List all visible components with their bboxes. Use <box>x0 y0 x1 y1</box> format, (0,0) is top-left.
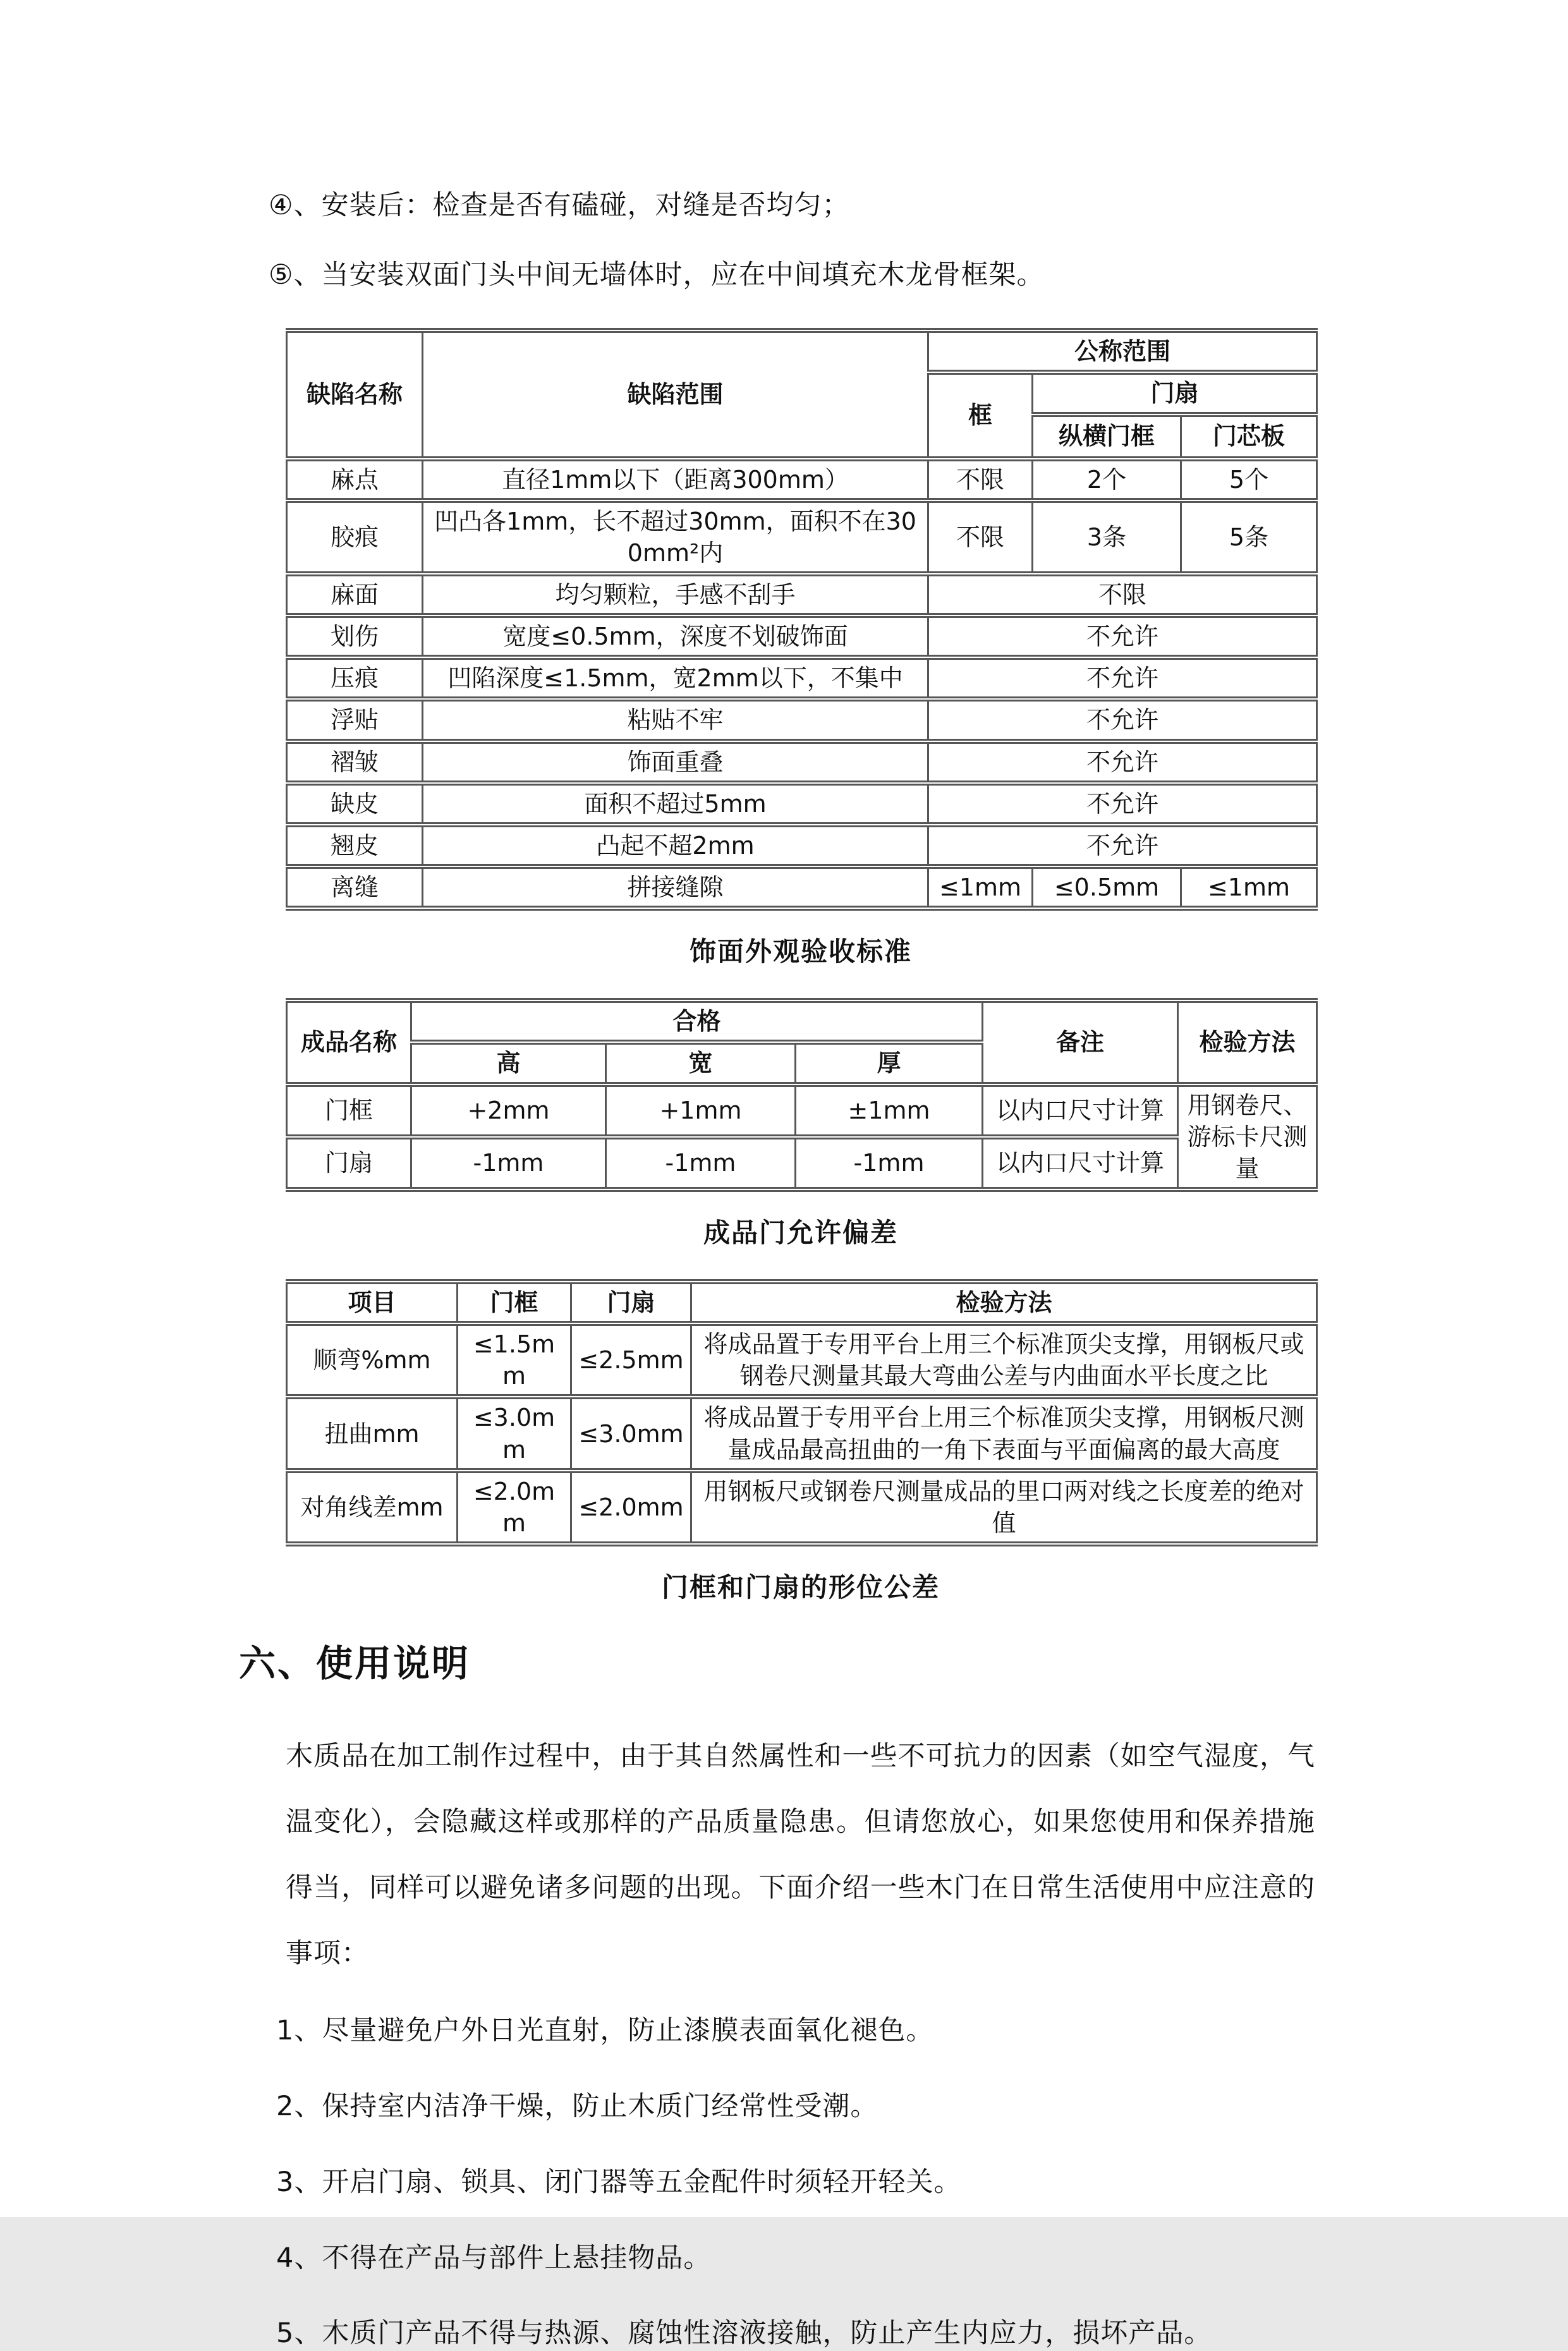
table-cell: 不允许 <box>928 657 1317 699</box>
table-header-cell: 宽 <box>606 1042 796 1084</box>
table-cell: 5条 <box>1181 501 1317 574</box>
table-cell: 将成品置于专用平台上用三个标准顶尖支撑，用钢板尺测量成品最高扭曲的一角下表面与平面偏离的最大高度 <box>691 1397 1317 1470</box>
table-row <box>287 1084 1317 1137</box>
install-step-4: ④、安装后：检查是否有磕碰，对缝是否均匀； <box>269 190 850 221</box>
table-caption: 门框和门扇的形位公差 <box>661 1572 940 1603</box>
table-cell: 翘皮 <box>287 825 423 866</box>
table-cell: 褶皱 <box>287 741 423 783</box>
table-row <box>287 1323 1317 1397</box>
table-cell: ≤2.0mm <box>458 1471 571 1544</box>
table-row <box>287 1471 1317 1544</box>
table-row <box>287 574 1317 616</box>
table-cell: 划伤 <box>287 616 423 657</box>
table-header-cell: 门扇 <box>1033 372 1317 414</box>
usage-item-5: 5、木质门产品不得与热源、腐蚀性溶液接触，防止产生内应力，损坏产品。 <box>276 2318 1212 2350</box>
table-cell: 扭曲mm <box>287 1397 458 1470</box>
table-header-cell: 缺陷名称 <box>287 331 423 458</box>
table-header-cell: 公称范围 <box>928 331 1317 372</box>
table-cell: 以内口尺寸计算 <box>983 1137 1178 1189</box>
table-cell: 均匀颗粒，手感不刮手 <box>423 574 928 616</box>
table-cell: 3条 <box>1033 501 1181 574</box>
table-row <box>287 699 1317 741</box>
table-row <box>287 331 1317 372</box>
table-cell: 凹陷深度≤1.5mm，宽2mm以下，不集中 <box>423 657 928 699</box>
table-header-cell: 门扇 <box>571 1282 691 1323</box>
table-row <box>287 741 1317 783</box>
table-cell: 不限 <box>928 501 1033 574</box>
table-caption: 饰面外观验收标准 <box>689 936 912 968</box>
table-cell: 麻点 <box>287 459 423 501</box>
table-cell: ≤1.5mm <box>458 1323 571 1397</box>
table-cell: ±1mm <box>796 1084 983 1137</box>
table-cell: 门扇 <box>287 1137 411 1189</box>
table-cell: 不允许 <box>928 825 1317 866</box>
table-header-cell: 项目 <box>287 1282 458 1323</box>
table-cell: 门框 <box>287 1084 411 1137</box>
table-cell: -1mm <box>606 1137 796 1189</box>
usage-item-4: 4、不得在产品与部件上悬挂物品。 <box>276 2242 712 2274</box>
section-heading: 六、使用说明 <box>239 1642 471 1686</box>
table-cell: 粘贴不牢 <box>423 699 928 741</box>
table-cell: 2个 <box>1033 459 1181 501</box>
table-cell: 不限 <box>928 459 1033 501</box>
table-cell: 凸起不超2mm <box>423 825 928 866</box>
table-cell: 麻面 <box>287 574 423 616</box>
table-header-cell: 检验方法 <box>691 1282 1317 1323</box>
table-header-cell: 缺陷范围 <box>423 331 928 458</box>
table-row <box>287 1282 1317 1323</box>
table-cell: 不允许 <box>928 783 1317 825</box>
finish-appearance-table <box>286 328 1318 911</box>
table-header-cell: 检验方法 <box>1178 1000 1317 1084</box>
table-cell: 凹凸各1mm，长不超过30mm，面积不在300mm²内 <box>423 501 928 574</box>
table-cell: 将成品置于专用平台上用三个标准顶尖支撑，用钢板尺或钢卷尺测量其最大弯曲公差与内曲面水平长度之比 <box>691 1323 1317 1397</box>
table-cell: ≤3.0mm <box>458 1397 571 1470</box>
table-cell: ≤2.5mm <box>571 1323 691 1397</box>
table-row <box>287 866 1317 908</box>
table-cell: 拼接缝隙 <box>423 866 928 908</box>
table-header-cell: 纵横门框 <box>1033 415 1181 459</box>
finish-appearance-block <box>286 328 1315 969</box>
table-row <box>287 783 1317 825</box>
table-cell: 宽度≤0.5mm，深度不划破饰面 <box>423 616 928 657</box>
table-cell: +1mm <box>606 1084 796 1137</box>
table-cell: -1mm <box>796 1137 983 1189</box>
table-row <box>287 616 1317 657</box>
table-cell: ≤1mm <box>1181 866 1317 908</box>
table-header-cell: 框 <box>928 372 1033 458</box>
table-caption: 成品门允许偏差 <box>703 1217 898 1248</box>
table-cell: ≤3.0mm <box>571 1397 691 1470</box>
table-cell: 不允许 <box>928 699 1317 741</box>
finished-door-deviation-table <box>286 998 1318 1192</box>
usage-item-1: 1、尽量避免户外日光直射，防止漆膜表面氧化褪色。 <box>276 2015 934 2047</box>
table-cell: 对角线差mm <box>287 1471 458 1544</box>
table-cell: 5个 <box>1181 459 1317 501</box>
table-row <box>287 1000 1317 1042</box>
install-step-5: ⑤、当安装双面门头中间无墙体时，应在中间填充木龙骨框架。 <box>269 258 1045 291</box>
table-cell: 压痕 <box>287 657 423 699</box>
usage-item-2: 2、保持室内洁净干燥，防止木质门经常性受潮。 <box>276 2091 878 2123</box>
table-cell: -1mm <box>411 1137 606 1189</box>
table-cell: 缺皮 <box>287 783 423 825</box>
table-cell: ≤2.0mm <box>571 1471 691 1544</box>
finished-door-deviation-block <box>286 998 1315 1250</box>
table-cell: 浮贴 <box>287 699 423 741</box>
table-row <box>287 1397 1317 1470</box>
table-cell: 饰面重叠 <box>423 741 928 783</box>
table-cell: ≤1mm <box>928 866 1033 908</box>
table-cell: 顺弯%mm <box>287 1323 458 1397</box>
table-header-cell: 合格 <box>411 1000 983 1042</box>
table-header-cell: 备注 <box>983 1000 1178 1084</box>
table-row <box>287 657 1317 699</box>
table-header-cell: 高 <box>411 1042 606 1084</box>
table-header-cell: 厚 <box>796 1042 983 1084</box>
table-row <box>287 501 1317 574</box>
table-cell: 胶痕 <box>287 501 423 574</box>
frame-leaf-tolerance-block <box>286 1279 1315 1605</box>
table-cell: 以内口尺寸计算 <box>983 1084 1178 1137</box>
table-header-cell: 门框 <box>458 1282 571 1323</box>
frame-leaf-tolerance-table <box>286 1279 1318 1546</box>
table-cell: 直径1mm以下（距离300mm） <box>423 459 928 501</box>
table-cell: 面积不超过5mm <box>423 783 928 825</box>
table-cell: 用钢板尺或钢卷尺测量成品的里口两对线之长度差的绝对值 <box>691 1471 1317 1544</box>
table-cell: 用钢卷尺、游标卡尺测量 <box>1178 1084 1317 1189</box>
table-cell: 不允许 <box>928 616 1317 657</box>
usage-item-3: 3、开启门扇、锁具、闭门器等五金配件时须轻开轻关。 <box>276 2166 962 2198</box>
table-cell: 不限 <box>928 574 1317 616</box>
usage-intro-paragraph: 木质品在加工制作过程中，由于其自然属性和一些不可抗力的因素（如空气湿度，气温变化），会隐藏这样或那样的产品质量隐患。但请您放心，如果您使用和保养措施得当，同样可以避免诸多问题的出现。下面介绍一些木门在日常生活使用中应注意的事项： <box>286 1740 1315 1970</box>
table-cell: 不允许 <box>928 741 1317 783</box>
table-cell: ≤0.5mm <box>1033 866 1181 908</box>
table-cell: +2mm <box>411 1084 606 1137</box>
table-header-cell: 成品名称 <box>287 1000 411 1084</box>
table-cell: 离缝 <box>287 866 423 908</box>
table-row <box>287 459 1317 501</box>
table-row <box>287 1137 1317 1189</box>
table-row <box>287 825 1317 866</box>
table-header-cell: 门芯板 <box>1181 415 1317 459</box>
